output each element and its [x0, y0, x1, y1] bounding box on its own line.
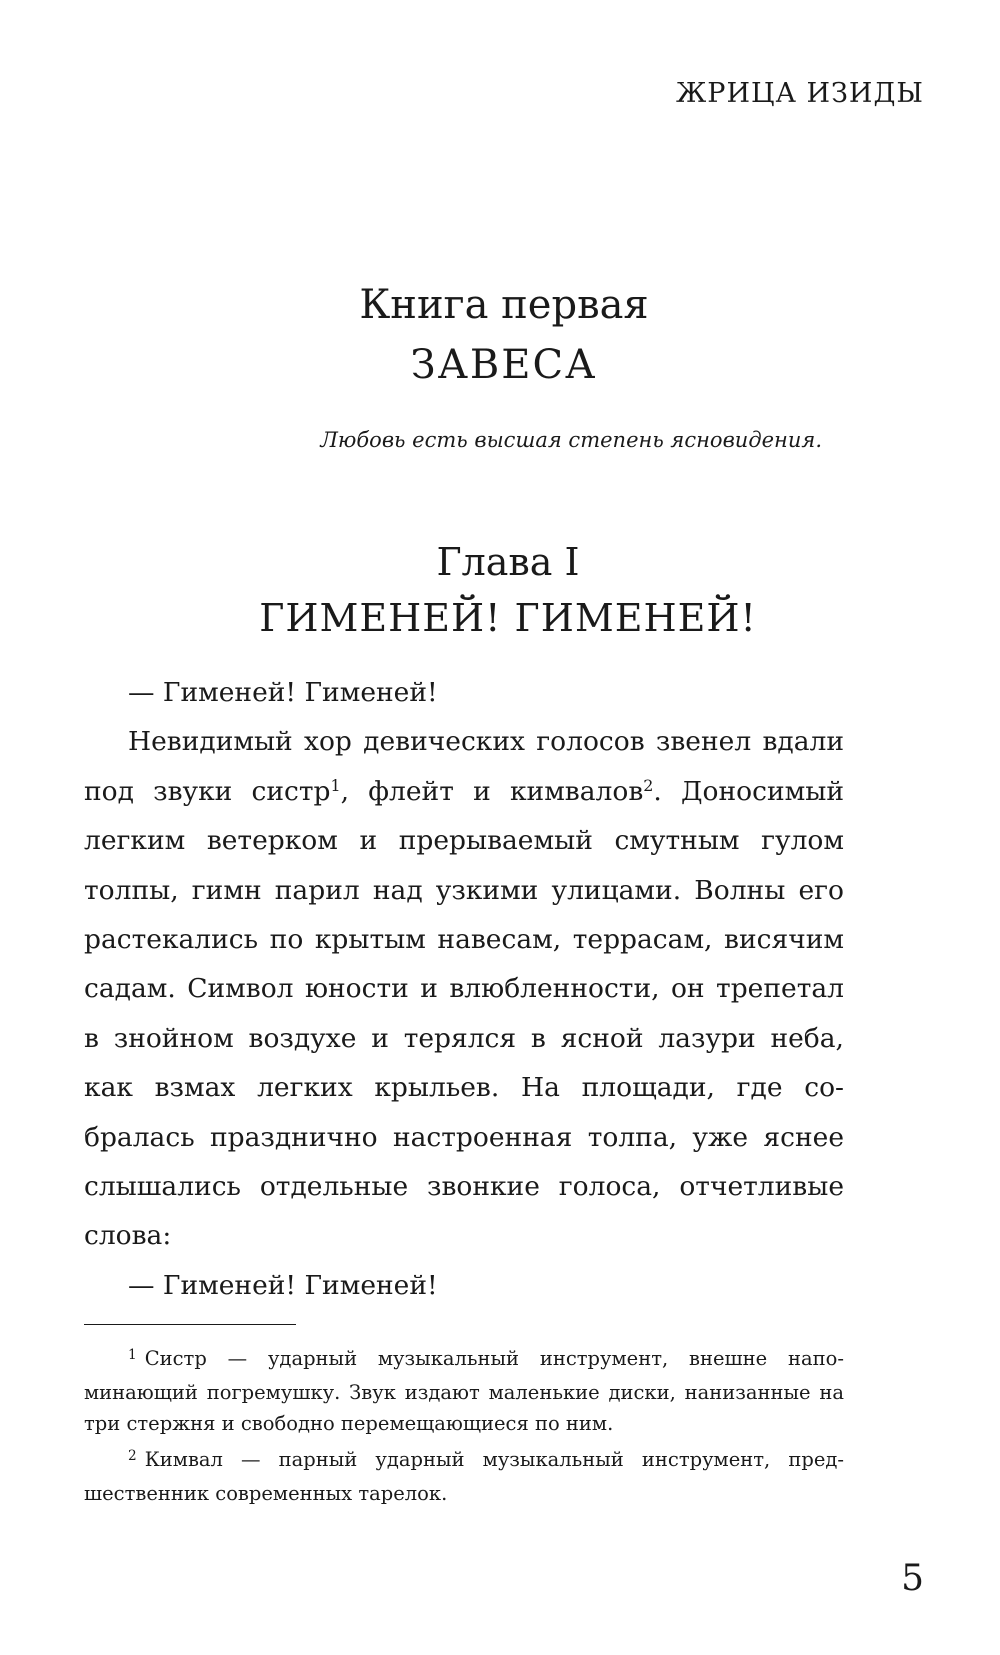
footnote-number: 2 — [128, 1447, 137, 1464]
footnote-text: Систр — ударный музыкальный инструмент, внешне напоминающий погремушку. Звук издают маленькие диски, нанизанные на три стержня и свободно перемещающиеся по ним. — [84, 1347, 844, 1435]
chapter-body — [84, 668, 844, 1310]
book-part-subtitle: ЗАВЕСА — [410, 342, 598, 388]
paragraph-text: , флейт и кимвалов — [340, 775, 644, 807]
book-part-title: Книга первая — [359, 282, 649, 328]
body-paragraph-1: — Гименей! Гименей! — [128, 677, 438, 708]
footnote-number: 1 — [128, 1346, 137, 1363]
footnote-ref-2[interactable]: 2 — [643, 776, 654, 796]
paragraph-text: . Доносимый легким ветерком и прерываемый смутным гулом толпы, гимн парил над узкими улицами. Волны его растекались по крытым навесам, террасам, висячим садам. Символ юности и влюбленности, он трепетал в знойном воздухе и терялся в ясной лазури неба, как взмах легких крыльев. На площади, где собралась празднично настроенная толпа, уже яснее слышались отдельные звонкие голоса, отчетливые слова: — [84, 775, 844, 1252]
body-paragraph-3: — Гименей! Гименей! — [128, 1269, 438, 1301]
page-number: 5 — [901, 1558, 924, 1599]
paragraph-text: Невидимый хор девических голосов звенел вдали под звуки систр — [84, 726, 844, 807]
footnote-divider — [84, 1324, 296, 1325]
chapter-title: ГИМЕНЕЙ! ГИМЕНЕЙ! — [259, 596, 757, 640]
footnote-2 — [84, 1444, 844, 1509]
footnote-1 — [84, 1343, 844, 1439]
footnote-ref-1[interactable]: 1 — [330, 776, 341, 796]
running-head: ЖРИЦА ИЗИДЫ — [675, 78, 924, 109]
epigraph: Любовь есть высшая степень ясновидения. — [320, 428, 822, 452]
chapter-number: Глава I — [436, 540, 580, 584]
footnote-text: Кимвал — парный ударный музыкальный инструмент, предшественник современных тарелок. — [84, 1448, 844, 1505]
footnotes — [84, 1343, 844, 1514]
body-paragraph-2 — [84, 717, 844, 1260]
